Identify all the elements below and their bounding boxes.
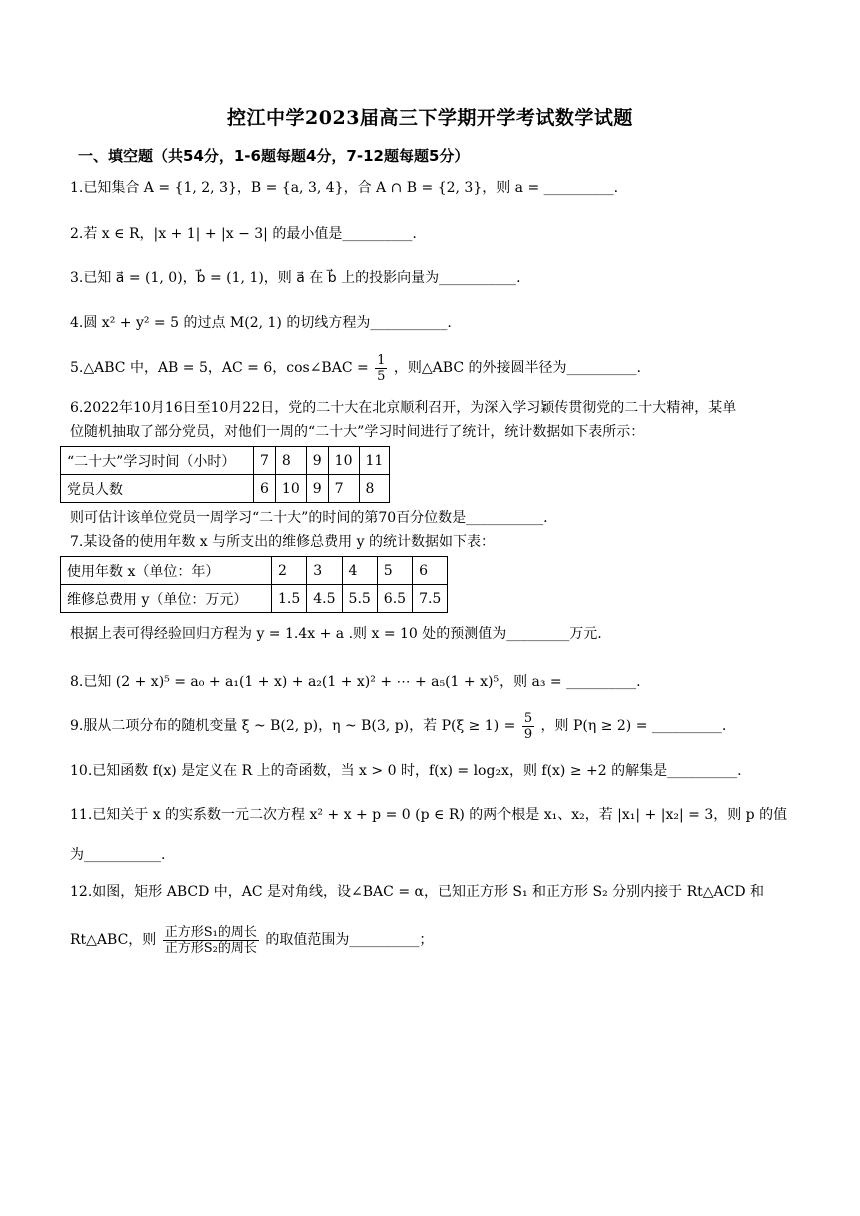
question-9-prefix: 9.服从二项分布的随机变量 ξ ~ B(2, p)，η ~ B(3, p)，若 P(ξ ≥ 1) = bbox=[70, 718, 516, 734]
table-cell: 8 bbox=[275, 447, 306, 475]
table-cell: 7.5 bbox=[413, 585, 448, 613]
fraction-numerator: 1 bbox=[377, 352, 386, 368]
fraction bbox=[522, 711, 534, 742]
table-cell: 9 bbox=[306, 475, 328, 503]
table-cell: 9 bbox=[306, 447, 328, 475]
maintenance-cost-table bbox=[60, 556, 448, 613]
table-row bbox=[61, 475, 390, 503]
fraction-denominator: 正方形S₂的周长 bbox=[164, 940, 257, 956]
question-12-line-2 bbox=[70, 920, 433, 960]
table-cell: 6 bbox=[413, 557, 448, 585]
table-cell: 8 bbox=[359, 475, 390, 503]
question-7-line-1: 7.某设备的使用年数 x 与所支出的维修总费用 y 的统计数据如下表： bbox=[70, 534, 495, 550]
question-1: 1.已知集合 A = {1, 2, 3}，B = {a, 3, 4}，合 A ∩ B = {2, 3}，则 a = __________. bbox=[70, 180, 619, 196]
table-row bbox=[61, 447, 390, 475]
question-4: 4.圆 x² + y² = 5 的过点 M(2, 1) 的切线方程为___________. bbox=[70, 315, 452, 331]
table-cell: 4.5 bbox=[307, 585, 342, 613]
table-cell: 10 bbox=[328, 447, 359, 475]
question-12-prefix: Rt△ABC，则 bbox=[70, 932, 157, 948]
question-3: 3.已知 a⃗ = (1, 0)，b⃗ = (1, 1)，则 a⃗ 在 b⃗ 上的投影向量为___________. bbox=[70, 270, 521, 286]
question-12-line-1: 12.如图，矩形 ABCD 中，AC 是对角线，设∠BAC = α，已知正方形 S₁ 和正方形 S₂ 分别内接于 Rt△ACD 和 bbox=[70, 884, 765, 900]
table-cell: 5.5 bbox=[342, 585, 377, 613]
fraction bbox=[163, 925, 259, 956]
table-row bbox=[61, 585, 448, 613]
question-5 bbox=[70, 350, 641, 386]
question-6-line-3: 则可估计该单位党员一周学习“二十大”的时间的第70百分位数是___________. bbox=[70, 510, 548, 526]
fraction-denominator: 5 bbox=[377, 368, 386, 384]
fraction bbox=[375, 353, 387, 384]
question-9-suffix: ，则 P(η ≥ 2) = __________. bbox=[540, 718, 727, 734]
table-cell: 6 bbox=[254, 475, 276, 503]
table-cell: 5 bbox=[377, 557, 412, 585]
table-header-cell: “二十大”学习时间（小时） bbox=[61, 447, 254, 475]
question-8: 8.已知 (2 + x)⁵ = a₀ + a₁(1 + x) + a₂(1 + x)² + ⋯ + a₅(1 + x)⁵，则 a₃ = __________. bbox=[70, 674, 641, 690]
fraction-denominator: 9 bbox=[523, 726, 533, 742]
table-cell: 2 bbox=[272, 557, 307, 585]
fraction-numerator: 正方形S₁的周长 bbox=[164, 924, 257, 940]
question-11-line-1: 11.已知关于 x 的实系数一元二次方程 x² + x + p = 0 (p ∈ R) 的两个根是 x₁、x₂，若 |x₁| + |x₂| = 3，则 p 的值 bbox=[70, 807, 788, 823]
study-time-table bbox=[60, 446, 390, 503]
table-cell: 6.5 bbox=[377, 585, 412, 613]
table-header-cell: 党员人数 bbox=[61, 475, 254, 503]
question-2: 2.若 x ∈ R，|x + 1| + |x − 3| 的最小值是__________. bbox=[70, 226, 417, 242]
table-cell: 7 bbox=[328, 475, 359, 503]
table-cell: 3 bbox=[307, 557, 342, 585]
question-11-line-2: 为___________. bbox=[70, 847, 166, 863]
table-cell: 7 bbox=[254, 447, 276, 475]
table-header-cell: 维修总费用 y（单位：万元） bbox=[61, 585, 272, 613]
question-5-suffix: ，则△ABC 的外接圆半径为__________. bbox=[393, 360, 641, 376]
question-12-suffix: 的取值范围为__________； bbox=[265, 932, 434, 948]
table-row bbox=[61, 557, 448, 585]
question-6-line-1: 6.2022年10月16日至10月22日，党的二十大在北京顺利召开，为深入学习颖传贯彻党的二十大精神，某单 bbox=[70, 400, 737, 416]
table-header-cell: 使用年数 x（单位：年） bbox=[61, 557, 272, 585]
table-cell: 11 bbox=[359, 447, 390, 475]
page-title: 控江中学2023届高三下学期开学考试数学试题 bbox=[227, 107, 633, 129]
question-10: 10.已知函数 f(x) 是定义在 R 上的奇函数，当 x > 0 时，f(x) = log₂x，则 f(x) ≥ +2 的解集是__________. bbox=[70, 763, 742, 779]
question-7-line-2: 根据上表可得经验回归方程为 y = 1.4x + a .则 x = 10 处的预测值为_________万元. bbox=[70, 626, 602, 642]
table-cell: 10 bbox=[275, 475, 306, 503]
fraction-numerator: 5 bbox=[523, 710, 533, 726]
question-6-line-2: 位随机抽取了部分党员，对他们一周的“二十大”学习时间进行了统计，统计数据如下表所示： bbox=[70, 424, 645, 440]
section-heading: 一、填空题（共54分，1-6题每题4分，7-12题每题5分） bbox=[78, 147, 470, 165]
question-9 bbox=[70, 708, 726, 744]
question-5-prefix: 5.△ABC 中，AB = 5，AC = 6，cos∠BAC = bbox=[70, 360, 369, 376]
table-cell: 1.5 bbox=[272, 585, 307, 613]
table-cell: 4 bbox=[342, 557, 377, 585]
